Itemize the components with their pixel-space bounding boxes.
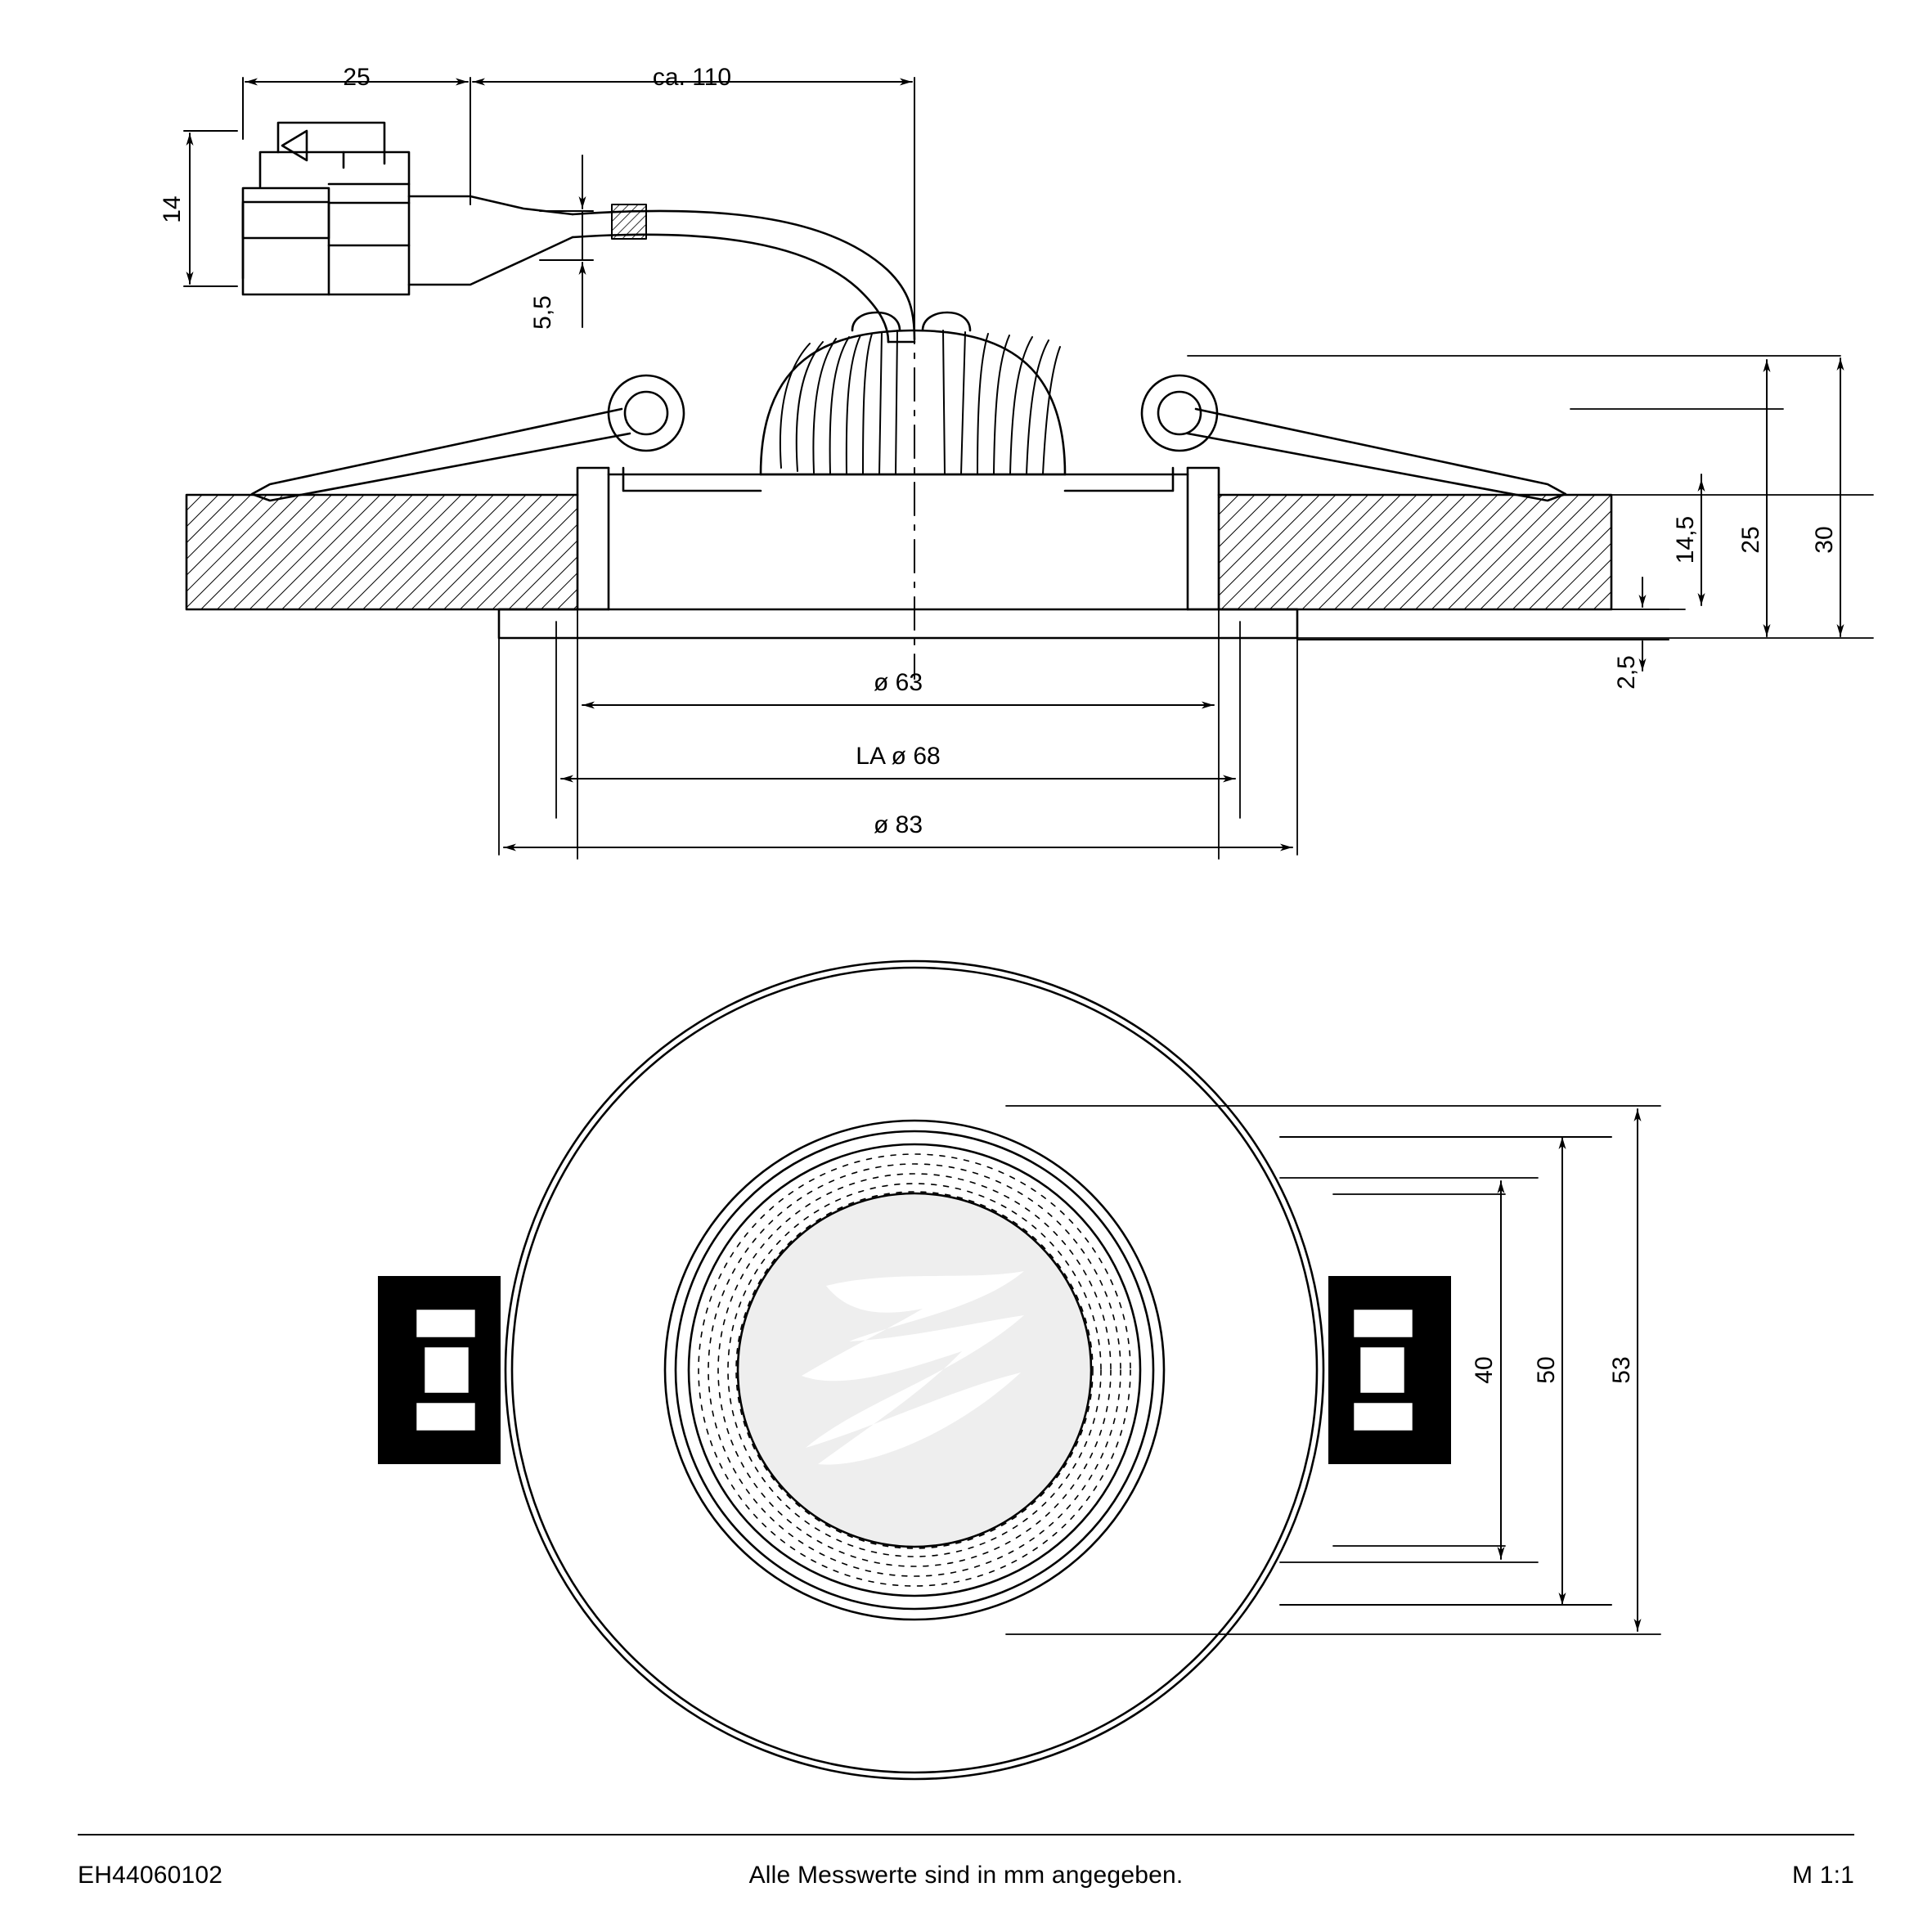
dimension-label-o83: ø 83 — [873, 811, 923, 838]
dimension-label-40: 40 — [1470, 1356, 1498, 1384]
luminaire-housing — [499, 468, 1297, 638]
footer-row — [78, 1862, 1854, 1889]
article-number: EH44060102 — [78, 1862, 223, 1889]
plan-lens — [738, 1193, 1091, 1547]
mounting-spring-left — [252, 375, 684, 501]
cable — [409, 196, 914, 342]
dimension-label-5-5: 5,5 — [528, 295, 556, 330]
dimension-label-2-5: 2,5 — [1612, 655, 1640, 690]
dimension-label-25-depth: 25 — [1737, 526, 1764, 554]
dimension-label-ca110: ca. 110 — [652, 63, 732, 91]
dimension-label-25-connector: 25 — [343, 63, 371, 91]
sheet-footer — [0, 1834, 1932, 1932]
dimension-ca110-cable — [473, 78, 914, 327]
dimension-label-53: 53 — [1607, 1356, 1635, 1384]
led-module — [761, 312, 1065, 474]
scale-label: M 1:1 — [1791, 1862, 1854, 1889]
connector-plug — [243, 123, 409, 294]
dimension-label-14: 14 — [158, 195, 186, 223]
ceiling-slab-right — [1219, 495, 1611, 609]
dimension-label-o63: ø 63 — [873, 668, 923, 696]
measurement-note: Alle Messwerte sind in mm angegeben. — [748, 1862, 1184, 1889]
dimension-label-la-o68: LA ø 68 — [856, 742, 941, 770]
ceiling-slab-left — [186, 495, 577, 609]
plan-clip-left-cut — [416, 1309, 476, 1431]
mounting-spring-right — [1142, 375, 1566, 501]
dimension-label-30: 30 — [1810, 526, 1838, 554]
dimension-label-50: 50 — [1532, 1356, 1560, 1384]
dimension-14-connector-height — [184, 131, 237, 286]
footer-divider — [78, 1834, 1854, 1835]
dimension-label-14-5: 14,5 — [1671, 515, 1699, 564]
plan-clip-right-cut — [1353, 1309, 1413, 1431]
